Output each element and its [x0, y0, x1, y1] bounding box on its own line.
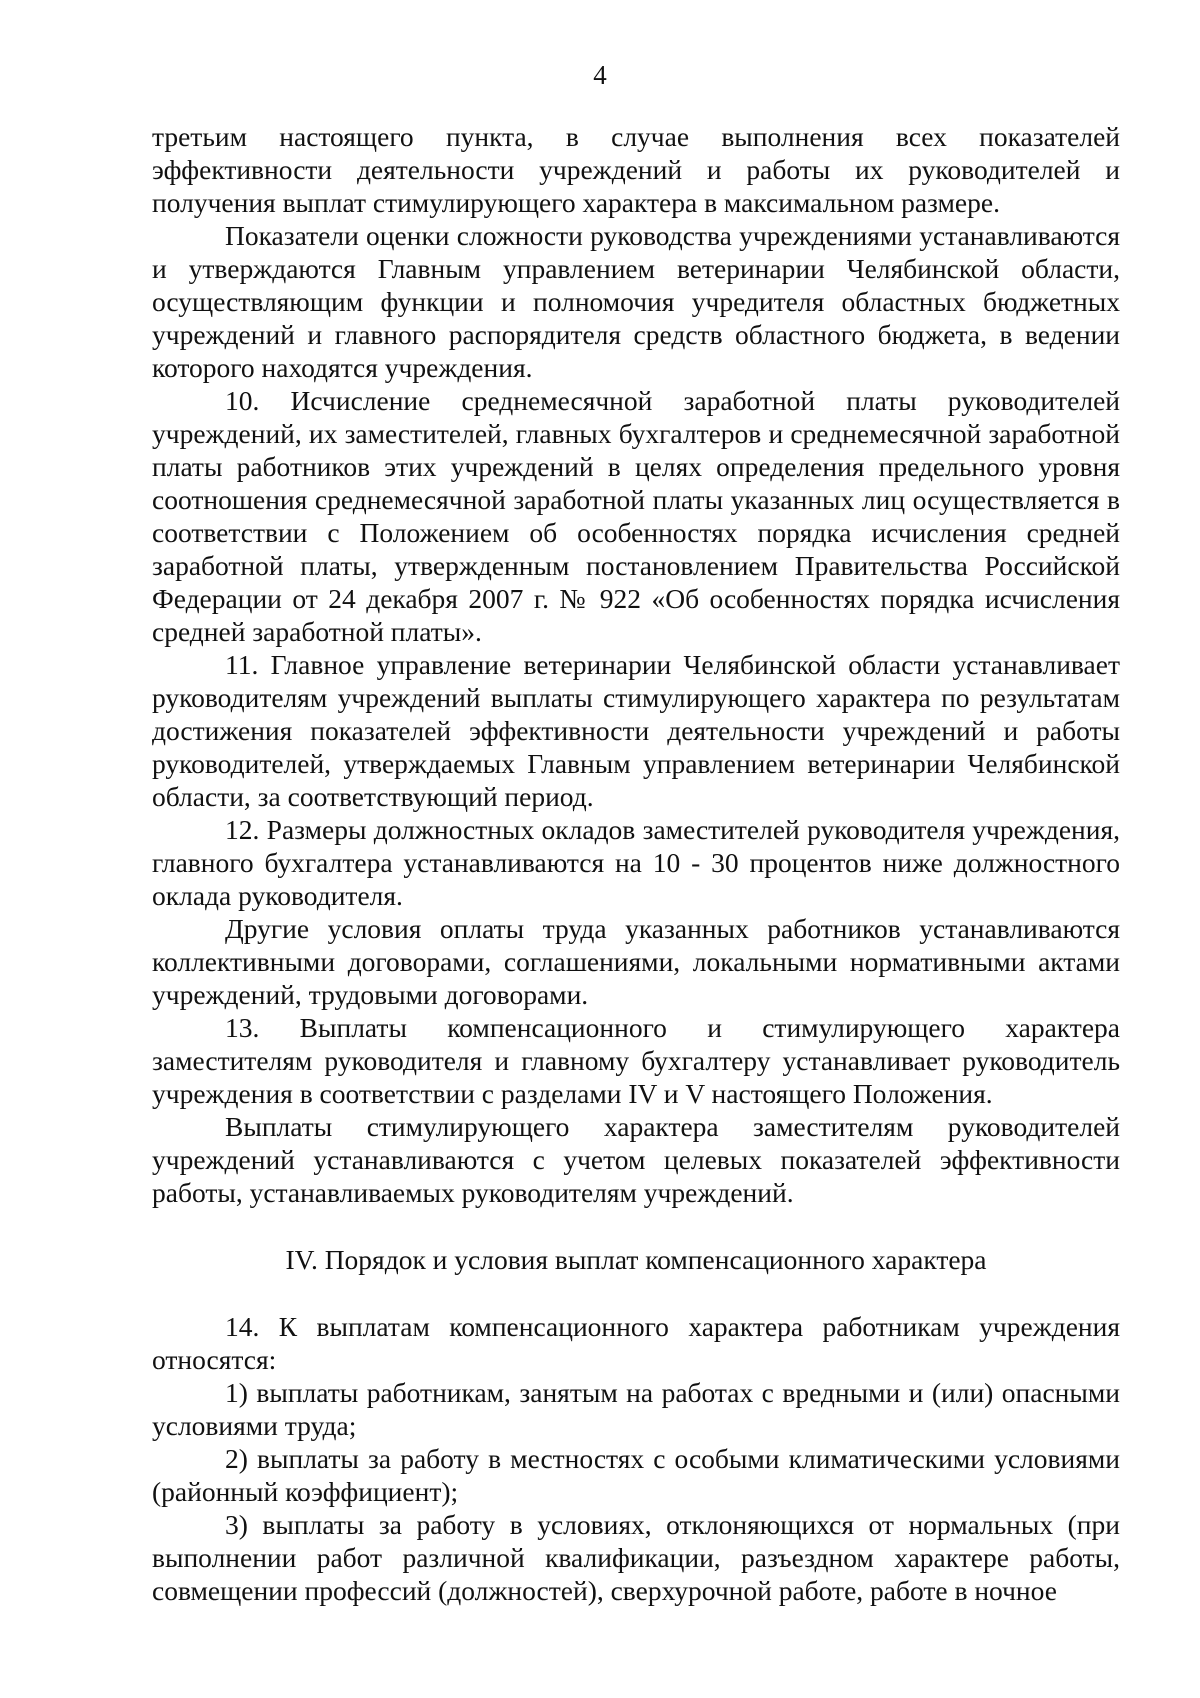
- paragraph: третьим настоящего пункта, в случае выполнения всех показателей эффективности деятельности учреждений и работы их руководителей и получения выплат стимулирующего характера в максимальном размере.: [152, 121, 1120, 218]
- paragraph-clause-14: 14. К выплатам компенсационного характера работникам учреждения относятся:: [152, 1311, 1120, 1375]
- page-number: 4: [593, 60, 607, 90]
- document-body: [152, 120, 1120, 1607]
- paragraph-clause-13: 13. Выплаты компенсационного и стимулирующего характера заместителям руководителя и главному бухгалтеру устанавливает руководитель учреждения в соответствии с разделами IV и V настоящего Положения.: [152, 1012, 1120, 1109]
- paragraph-clause-12: 12. Размеры должностных окладов заместителей руководителя учреждения, главного бухгалтера устанавливаются на 10 - 30 процентов ниже должностного оклада руководителя.: [152, 814, 1120, 911]
- paragraph-clause-11: 11. Главное управление ветеринарии Челябинской области устанавливает руководителям учреждений выплаты стимулирующего характера по результатам достижения показателей эффективности деятельности учреждений и работы руководителей, утверждаемых Главным управлением ветеринарии Челябинской области, за соответствующий период.: [152, 649, 1120, 812]
- list-item: 3) выплаты за работу в условиях, отклоняющихся от нормальных (при выполнении работ различной квалификации, разъездном характере работы, совмещении профессий (должностей), сверхурочной работе, работе в ночное: [152, 1509, 1120, 1606]
- paragraph: Выплаты стимулирующего характера заместителям руководителей учреждений устанавливаются с учетом целевых показателей эффективности работы, устанавливаемых руководителям учреждений.: [152, 1111, 1120, 1208]
- paragraph: Другие условия оплаты труда указанных работников устанавливаются коллективными договорами, соглашениями, локальными нормативными актами учреждений, трудовыми договорами.: [152, 913, 1120, 1010]
- list-item: 2) выплаты за работу в местностях с особыми климатическими условиями (районный коэффициент);: [152, 1443, 1120, 1507]
- paragraph-clause-10: 10. Исчисление среднемесячной заработной платы руководителей учреждений, их заместителей, главных бухгалтеров и среднемесячной заработной платы работников этих учреждений в целях определения предельного уровня соотношения среднемесячной заработной платы указанных лиц осуществляется в соответствии с Положением об особенностях порядка исчисления средней заработной платы, утвержденным постановлением Правительства Российской Федерации от 24 декабря 2007 г. № 922 «Об особенностях порядка исчисления средней заработной платы».: [152, 385, 1120, 647]
- section-heading: IV. Порядок и условия выплат компенсационного характера: [285, 1244, 987, 1275]
- paragraph: Показатели оценки сложности руководства учреждениями устанавливаются и утверждаются Главным управлением ветеринарии Челябинской области, осуществляющим функции и полномочия учредителя областных бюджетных учреждений и главного распорядителя средств областного бюджета, в ведении которого находятся учреждения.: [152, 220, 1120, 383]
- list-item: 1) выплаты работникам, занятым на работах с вредными и (или) опасными условиями труда;: [152, 1377, 1120, 1441]
